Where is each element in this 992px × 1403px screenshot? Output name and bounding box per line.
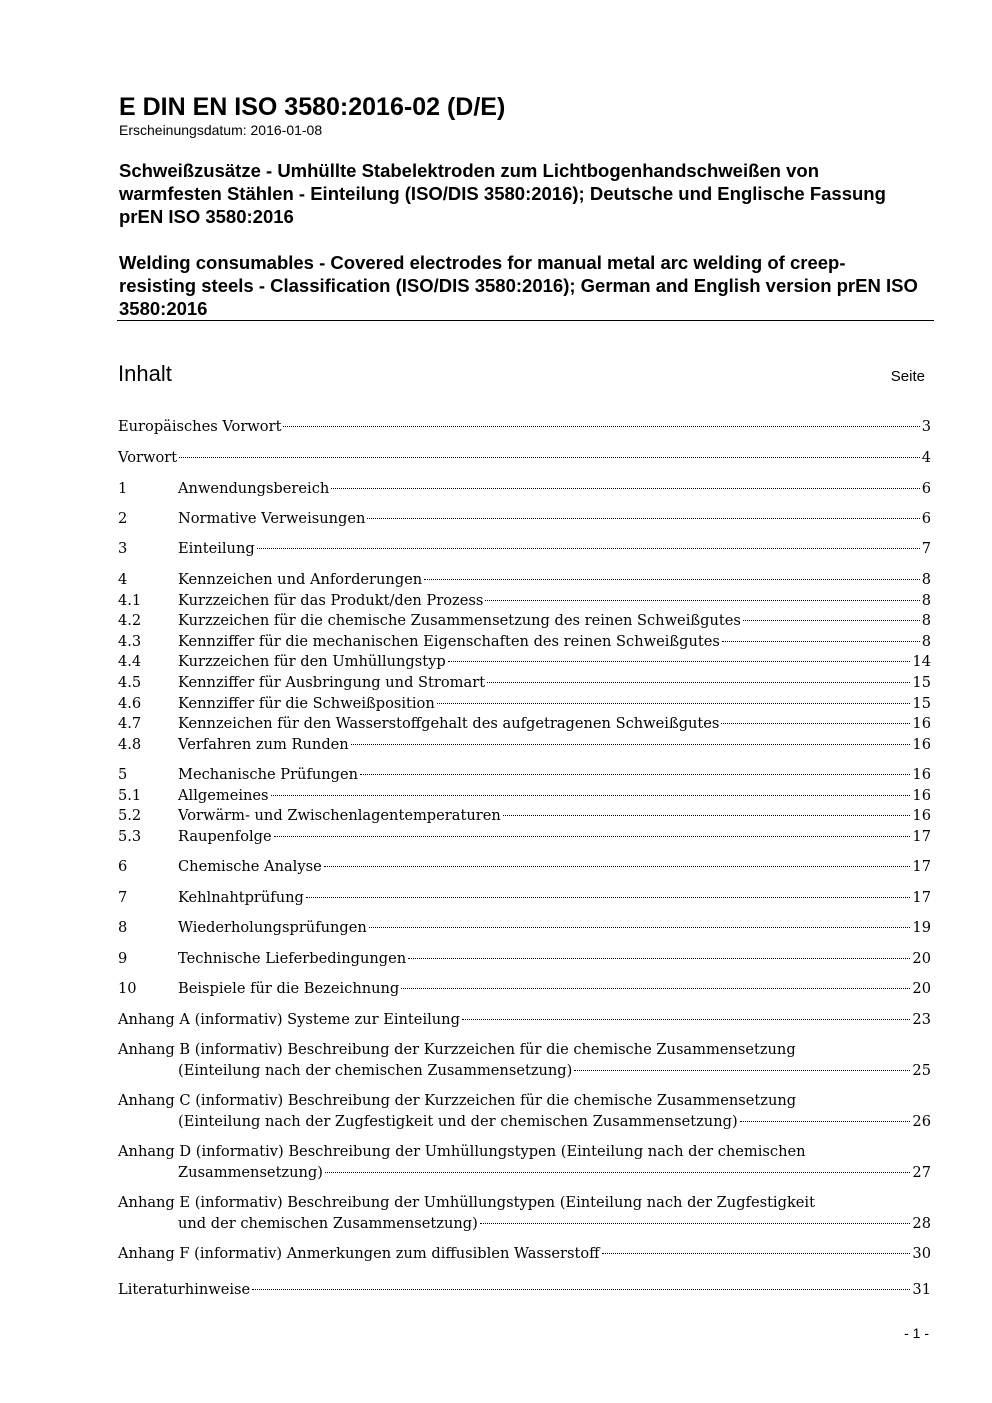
toc-leader-dots <box>257 548 920 549</box>
toc-entry-page: 8 <box>921 612 931 629</box>
toc-entry-number: 4.1 <box>118 592 142 609</box>
toc-entry-number: 4.5 <box>118 674 142 691</box>
toc-leader-dots <box>252 1289 910 1290</box>
publication-date: Erscheinungsdatum: 2016-01-08 <box>119 122 323 138</box>
toc-entry-page: 8 <box>921 633 931 650</box>
toc-entry-title: Anhang F (informativ) Anmerkungen zum diffusiblen Wasserstoff <box>118 1245 600 1262</box>
toc-entry-number: 9 <box>118 950 128 967</box>
toc-leader-dots <box>179 457 920 458</box>
toc-leader-dots <box>485 600 919 601</box>
toc-entry[interactable] <box>118 694 931 715</box>
toc-entry-page: 23 <box>912 1011 931 1028</box>
toc-entry[interactable] <box>118 1091 931 1132</box>
toc-leader-dots <box>462 1019 911 1020</box>
toc-leader-dots <box>367 518 919 519</box>
toc-entry-title: Anhang E (informativ) Beschreibung der Umhüllungstypen (Einteilung nach der Zugfestigkeit <box>118 1194 815 1211</box>
toc-entry-page: 20 <box>912 950 931 967</box>
toc-entry-page: 20 <box>912 980 931 997</box>
toc-entry-page: 6 <box>921 480 931 497</box>
title-english: Welding consumables - Covered electrodes for manual metal arc welding of creep-resisting steels - Classification (ISO/DIS 3580:2016); German and English version prEN ISO 3580:2016 <box>119 252 918 319</box>
toc-entry-title: Chemische Analyse <box>178 858 322 875</box>
toc-entry-number: 5.2 <box>118 807 142 824</box>
toc-entry[interactable] <box>118 857 931 878</box>
toc-leader-dots <box>487 682 910 683</box>
toc-entry-title: Vorwort <box>118 449 178 466</box>
toc-entry-title-continued: Zusammensetzung) <box>178 1163 323 1181</box>
toc-entry-title: Technische Lieferbedingungen <box>178 950 407 967</box>
toc-entry-number: 8 <box>118 919 128 936</box>
toc-entry-title: Anhang D (informativ) Beschreibung der Umhüllungstypen (Einteilung nach der chemischen <box>118 1143 806 1160</box>
toc-entry-page: 7 <box>921 540 931 557</box>
toc-entry[interactable] <box>118 1280 931 1301</box>
toc-entry[interactable] <box>118 714 931 735</box>
toc-entry-number: 2 <box>118 510 128 527</box>
toc-entry-title: Kennziffer für die mechanischen Eigenschaften des reinen Schweißgutes <box>178 633 720 650</box>
toc-entry-number: 5.1 <box>118 787 142 804</box>
toc-entry[interactable] <box>118 786 931 807</box>
toc-entry-page: 15 <box>912 695 931 712</box>
toc-entry[interactable] <box>118 1010 931 1031</box>
toc-page-column-label: Seite <box>890 368 925 385</box>
toc-entry[interactable] <box>118 652 931 673</box>
toc-leader-dots <box>740 1121 911 1122</box>
toc-entry[interactable] <box>118 591 931 612</box>
toc-entry[interactable] <box>118 735 931 756</box>
toc-leader-dots <box>408 958 910 959</box>
toc-entry-number: 4.4 <box>118 653 142 670</box>
toc-entry-title: Kurzzeichen für das Produkt/den Prozess <box>178 592 484 609</box>
toc-leader-dots <box>722 641 920 642</box>
toc-entry-page: 6 <box>921 510 931 527</box>
toc-entry[interactable] <box>118 949 931 970</box>
toc-entry-number: 4.6 <box>118 695 142 712</box>
toc-entry-title: Anwendungsbereich <box>178 480 330 497</box>
toc-entry[interactable] <box>118 1244 931 1265</box>
toc-entry-page: 14 <box>912 653 931 670</box>
document-id: E DIN EN ISO 3580:2016-02 (D/E) <box>119 93 506 121</box>
toc-entry-page: 25 <box>912 1061 931 1079</box>
toc-entry[interactable] <box>118 539 931 560</box>
toc-entry-number: 4.8 <box>118 736 142 753</box>
toc-entry[interactable] <box>118 448 931 469</box>
toc-entry-title: Allgemeines <box>178 787 269 804</box>
toc-entry-title: Kehlnahtprüfung <box>178 889 304 906</box>
toc-entry[interactable] <box>118 632 931 653</box>
toc-entry-title: Kurzzeichen für die chemische Zusammensetzung des reinen Schweißgutes <box>178 612 741 629</box>
toc-entry-title: Einteilung <box>178 540 255 557</box>
toc-entry-title-continued: und der chemischen Zusammensetzung) <box>178 1214 478 1232</box>
title-german: Schweißzusätze - Umhüllte Stabelektroden zum Lichtbogenhandschweißen von warmfesten Stählen - Einteilung (ISO/DIS 3580:2016); Deutsche und Englische Fassung prEN ISO 3580:2016 <box>119 160 886 227</box>
toc-entry-title-continued: (Einteilung nach der chemischen Zusammensetzung) <box>178 1061 573 1079</box>
toc-entry-title: Wiederholungsprüfungen <box>178 919 367 936</box>
toc-entry-title: Anhang C (informativ) Beschreibung der Kurzzeichen für die chemische Zusammensetzung <box>118 1092 797 1109</box>
toc-entry-page: 16 <box>912 736 931 753</box>
toc-entry-page: 26 <box>912 1112 931 1130</box>
toc-leader-dots <box>743 620 920 621</box>
toc-entry[interactable] <box>118 1040 931 1081</box>
toc-entry[interactable] <box>118 918 931 939</box>
toc-leader-dots <box>401 988 910 989</box>
toc-entry-title-continued: (Einteilung nach der Zugfestigkeit und der chemischen Zusammensetzung) <box>178 1112 738 1130</box>
toc-leader-dots <box>351 744 911 745</box>
toc-leader-dots <box>448 661 911 662</box>
toc-entry-number: 4.2 <box>118 612 142 629</box>
toc-entry-number: 3 <box>118 540 128 557</box>
toc-entry-page: 28 <box>912 1214 931 1232</box>
toc-entry-page: 16 <box>912 715 931 732</box>
toc-entry-title: Kennziffer für Ausbringung und Stromart <box>178 674 486 691</box>
toc-leader-dots <box>369 927 911 928</box>
table-of-contents <box>118 0 931 1403</box>
toc-entry-title: Literaturhinweise <box>118 1281 251 1298</box>
toc-entry-title: Europäisches Vorwort <box>118 418 282 435</box>
toc-entry-number: 1 <box>118 480 128 497</box>
toc-leader-dots <box>424 579 920 580</box>
toc-entry[interactable] <box>118 417 931 438</box>
toc-leader-dots <box>306 897 911 898</box>
toc-leader-dots <box>274 836 911 837</box>
toc-entry-page: 27 <box>912 1163 931 1181</box>
toc-entry[interactable] <box>118 827 931 848</box>
toc-entry[interactable] <box>118 806 931 827</box>
toc-entry[interactable] <box>118 1193 931 1234</box>
toc-entry-number: 4.7 <box>118 715 142 732</box>
toc-leader-dots <box>271 795 911 796</box>
toc-heading: Inhalt <box>118 361 172 386</box>
toc-leader-dots <box>602 1253 911 1254</box>
toc-leader-dots <box>503 815 911 816</box>
toc-entry-title: Verfahren zum Runden <box>178 736 349 753</box>
toc-entry-page: 30 <box>912 1245 931 1262</box>
toc-entry-title: Vorwärm- und Zwischenlagentemperaturen <box>178 807 501 824</box>
toc-entry-title: Kennziffer für die Schweißposition <box>178 695 435 712</box>
toc-leader-dots <box>437 703 911 704</box>
toc-entry[interactable] <box>118 611 931 632</box>
toc-entry[interactable] <box>118 673 931 694</box>
toc-leader-dots <box>480 1223 911 1224</box>
toc-entry-number: 5 <box>118 766 128 783</box>
toc-entry-title: Mechanische Prüfungen <box>178 766 359 783</box>
toc-entry-page: 16 <box>912 766 931 783</box>
toc-entry-title: Kennzeichen für den Wasserstoffgehalt des aufgetragenen Schweißgutes <box>178 715 720 732</box>
toc-entry[interactable] <box>118 1142 931 1183</box>
toc-entry-page: 16 <box>912 807 931 824</box>
toc-entry-page: 16 <box>912 787 931 804</box>
toc-leader-dots <box>331 488 919 489</box>
toc-leader-dots <box>283 426 919 427</box>
toc-entry-page: 19 <box>912 919 931 936</box>
toc-leader-dots <box>325 1172 910 1173</box>
toc-entry-title: Kurzzeichen für den Umhüllungstyp <box>178 653 446 670</box>
toc-entry-page: 8 <box>921 592 931 609</box>
toc-leader-dots <box>721 723 910 724</box>
toc-entry-number: 7 <box>118 889 128 906</box>
toc-entry[interactable] <box>118 509 931 530</box>
toc-entry[interactable] <box>118 765 931 786</box>
toc-entry[interactable] <box>118 888 931 909</box>
toc-entry-number: 10 <box>118 980 137 997</box>
toc-entry-title: Anhang B (informativ) Beschreibung der Kurzzeichen für die chemische Zusammensetzung <box>118 1041 796 1058</box>
toc-leader-dots <box>360 774 910 775</box>
toc-entry-number: 5.3 <box>118 828 142 845</box>
toc-entry-page: 3 <box>921 418 931 435</box>
toc-entry-title: Anhang A (informativ) Systeme zur Einteilung <box>118 1011 460 1028</box>
toc-entry-number: 6 <box>118 858 128 875</box>
toc-leader-dots <box>574 1070 910 1071</box>
toc-entry-page: 17 <box>912 858 931 875</box>
toc-entry-page: 4 <box>921 449 931 466</box>
toc-entry-page: 8 <box>921 571 931 588</box>
toc-entry-page: 17 <box>912 889 931 906</box>
toc-entry-title: Raupenfolge <box>178 828 272 845</box>
toc-entry-page: 15 <box>912 674 931 691</box>
toc-entry[interactable] <box>118 979 931 1000</box>
toc-entry-page: 31 <box>912 1281 931 1298</box>
page-number: - 1 - <box>904 1325 929 1341</box>
toc-entry-number: 4.3 <box>118 633 142 650</box>
toc-entry[interactable] <box>118 479 931 500</box>
toc-entry-number: 4 <box>118 571 128 588</box>
toc-entry[interactable] <box>118 570 931 591</box>
toc-entry-page: 17 <box>912 828 931 845</box>
toc-entry-title: Beispiele für die Bezeichnung <box>178 980 400 997</box>
toc-entry-title: Kennzeichen und Anforderungen <box>178 571 423 588</box>
toc-leader-dots <box>324 866 911 867</box>
toc-entry-title: Normative Verweisungen <box>178 510 366 527</box>
